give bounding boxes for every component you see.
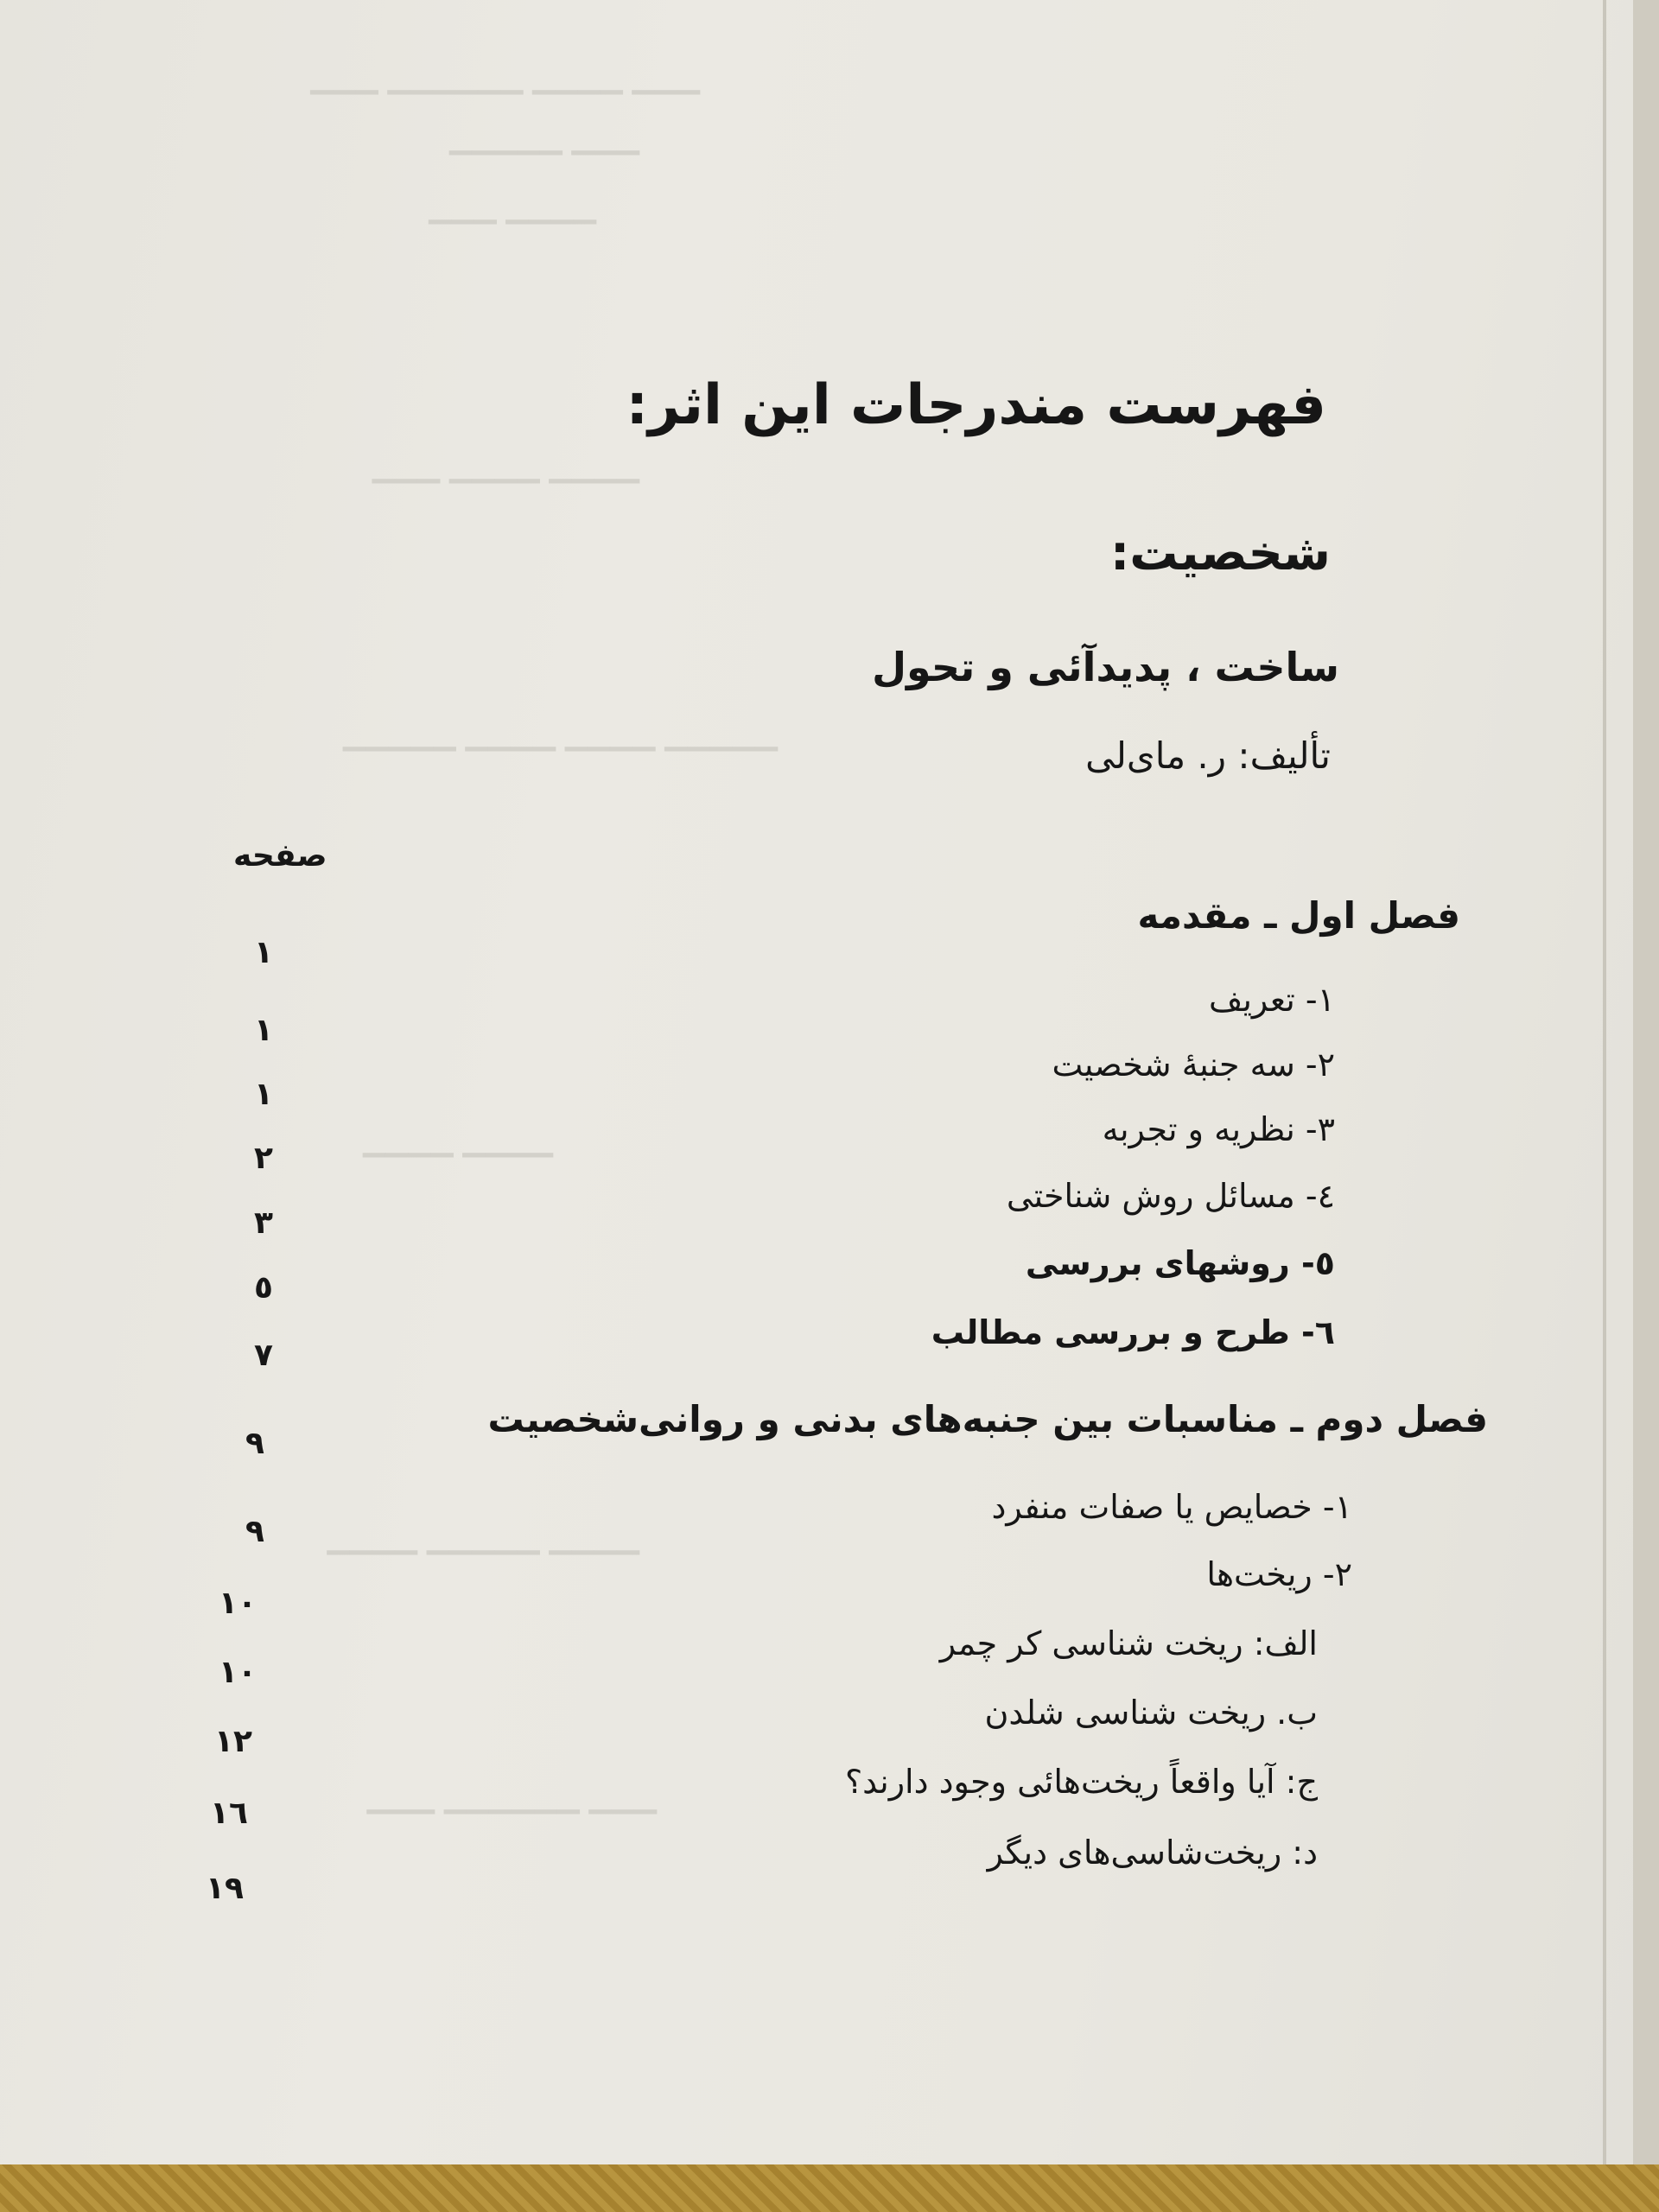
book-subtitle: ساخت ، پدیدآئی و تحول — [872, 644, 1339, 690]
toc-item: ٤- مسائل روش شناختی — [1006, 1177, 1335, 1215]
bleed-through-text: ▁▁▁ ▁▁▁▁▁ — [449, 121, 639, 156]
toc-subitem: ج: آیا واقعاً ریخت‌هائی وجود دارند؟ — [845, 1763, 1318, 1801]
page-number: ۱۰ — [219, 1655, 257, 1690]
background-fabric — [0, 2164, 1659, 2212]
page-column-header: صفحه — [233, 838, 327, 874]
page-number: ۱٦ — [210, 1796, 248, 1831]
page-number: ۱ — [254, 935, 273, 970]
bleed-through-text: ▁▁▁▁ ▁▁▁▁ — [363, 1123, 553, 1158]
book-author: تألیف: ر. مای‌لی — [1085, 734, 1331, 777]
page-edge — [1603, 0, 1606, 2164]
page-number: ۹ — [245, 1514, 264, 1549]
book-subject: شخصیت: — [1109, 525, 1331, 582]
toc-item: ۲- ریخت‌ها — [1206, 1555, 1352, 1593]
toc-item: ٦- طرح و بررسی مطالب — [931, 1313, 1335, 1351]
page-number: ۱۹ — [206, 1871, 244, 1906]
page-number: ۹ — [245, 1426, 264, 1461]
page-number: ۷ — [254, 1338, 273, 1373]
page-number: ۳ — [254, 1205, 273, 1241]
page-number: ۱۰ — [219, 1586, 257, 1621]
toc-item: ٥- روشهای بررسی — [1025, 1244, 1335, 1282]
bleed-through-text: ▁▁▁ ▁▁▁▁▁▁ ▁▁▁ — [366, 1780, 657, 1815]
bleed-through-text: ▁▁▁▁ ▁▁▁▁▁ ▁▁▁▁ — [327, 1521, 639, 1555]
page-number: ٥ — [254, 1270, 273, 1306]
chapter-title: فصل دوم ـ مناسبات بین جنبه‌های بدنی و روانی‌شخصیت — [487, 1398, 1488, 1440]
toc-item: ۳- نظریه و تجربه — [1102, 1110, 1335, 1148]
toc-item: ۱- خصایص یا صفات منفرد — [991, 1488, 1352, 1526]
toc-subitem: ب. ریخت شناسی شلدن — [984, 1694, 1318, 1732]
toc-subitem: د: ریخت‌شاسی‌های دیگر — [987, 1834, 1318, 1872]
page-number: ۱۲ — [214, 1724, 252, 1759]
bleed-through-text: ▁▁▁▁▁ ▁▁▁▁ ▁▁▁▁ ▁▁▁▁▁ — [342, 717, 778, 752]
chapter-title: فصل اول ـ مقدمه — [1137, 894, 1460, 937]
page-number: ۲ — [254, 1141, 273, 1176]
page-number: ۱ — [254, 1013, 273, 1048]
page-number: ۱ — [254, 1077, 273, 1112]
toc-item: ۱- تعریف — [1209, 981, 1335, 1019]
page-title: فهرست مندرجات این اثر: — [626, 373, 1326, 437]
bleed-through-text: ▁▁▁▁ ▁▁▁ — [429, 190, 596, 225]
bleed-through-text: ▁▁▁ ▁▁▁▁ ▁▁▁▁▁▁ ▁▁▁ — [310, 60, 700, 95]
toc-item: ۲- سه جنبهٔ شخصیت — [1052, 1046, 1335, 1084]
toc-subitem: الف: ریخت شناسی کر چمر — [939, 1624, 1318, 1662]
bleed-through-text: ▁▁▁▁ ▁▁▁▁ ▁▁▁ — [372, 449, 639, 484]
